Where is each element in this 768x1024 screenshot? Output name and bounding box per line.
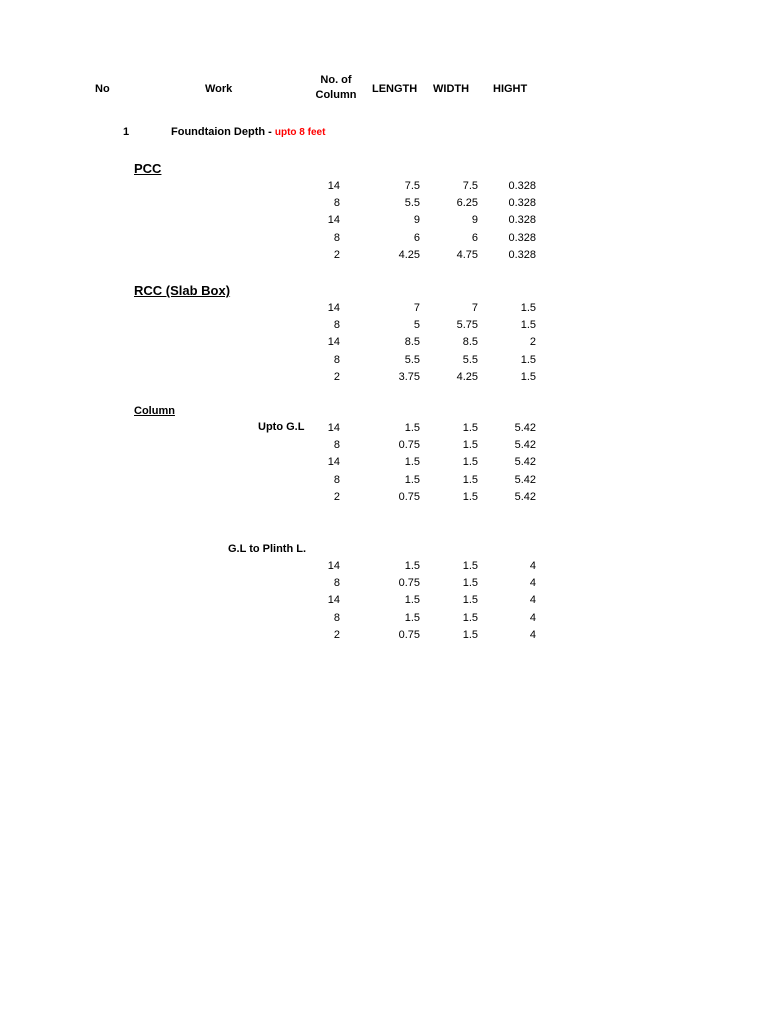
item-line	[171, 126, 325, 138]
cell-length: 6	[413, 231, 420, 244]
cell-hight: 0.328	[508, 248, 536, 261]
cell-no-of-column: 8	[333, 197, 340, 210]
cell-length: 7.5	[404, 180, 420, 192]
header-no-of-column-line1: No. of	[320, 74, 352, 86]
cell-length: 0.75	[398, 628, 420, 641]
item-title: Foundtaion Depth -	[171, 126, 272, 138]
cell-no-of-column: 14	[327, 560, 340, 572]
section-title-rcc: RCC (Slab Box)	[134, 283, 231, 298]
cell-width: 1.5	[462, 422, 478, 434]
item-number: 1	[123, 126, 130, 138]
cell-width: 1.5	[462, 594, 478, 607]
cell-no-of-column: 8	[333, 439, 340, 452]
header-width: WIDTH	[433, 83, 470, 95]
cell-hight: 5.42	[514, 473, 536, 486]
cell-hight: 4	[529, 560, 536, 572]
header-no-of-column-line2: Column	[315, 89, 357, 101]
cell-width: 6.25	[456, 197, 478, 210]
cell-length: 8.5	[404, 336, 420, 349]
cell-length: 1.5	[404, 594, 420, 607]
cell-no-of-column: 14	[327, 336, 340, 349]
cell-no-of-column: 8	[333, 473, 340, 486]
cell-hight: 1.5	[520, 370, 536, 383]
cell-length: 0.75	[398, 490, 420, 503]
cell-width: 1.5	[462, 473, 478, 486]
cell-width: 6	[471, 231, 478, 244]
cell-width: 1.5	[462, 628, 478, 641]
cell-hight: 1.5	[520, 302, 536, 314]
cell-no-of-column: 8	[333, 577, 340, 590]
cell-width: 1.5	[462, 611, 478, 624]
item-note: upto 8 feet	[274, 127, 326, 138]
cell-no-of-column: 14	[327, 302, 340, 314]
cell-length: 4.25	[398, 248, 420, 261]
cell-length: 0.75	[398, 577, 420, 590]
cell-width: 1.5	[462, 577, 478, 590]
cell-length: 1.5	[404, 611, 420, 624]
cell-hight: 0.328	[508, 197, 536, 210]
cell-no-of-column: 2	[333, 628, 340, 641]
cell-length: 3.75	[398, 370, 420, 383]
section-title-column: Column	[134, 405, 175, 417]
cell-width: 7.5	[462, 180, 478, 192]
cell-length: 1.5	[404, 560, 420, 572]
cell-length: 1.5	[404, 456, 420, 469]
cell-hight: 1.5	[520, 319, 536, 332]
cell-hight: 4	[529, 577, 536, 590]
cell-width: 8.5	[462, 336, 478, 349]
cell-hight: 0.328	[508, 180, 536, 192]
cell-hight: 4	[529, 611, 536, 624]
cell-no-of-column: 2	[333, 490, 340, 503]
cell-hight: 5.42	[514, 456, 536, 469]
cell-no-of-column: 8	[333, 611, 340, 624]
cell-length: 1.5	[404, 473, 420, 486]
cell-width: 5.5	[462, 353, 478, 366]
cell-no-of-column: 8	[333, 353, 340, 366]
header-work: Work	[205, 83, 233, 95]
cell-length: 9	[413, 214, 420, 227]
cell-length: 7	[413, 302, 420, 314]
cell-hight: 0.328	[508, 231, 536, 244]
cell-width: 5.75	[456, 319, 478, 332]
sub-label-gl-to-plinth: G.L to Plinth L.	[228, 543, 307, 555]
cell-length: 5.5	[404, 353, 420, 366]
cell-no-of-column: 14	[327, 594, 340, 607]
sub-label-upto-gl: Upto G.L	[258, 421, 305, 433]
cell-no-of-column: 2	[333, 248, 340, 261]
header-hight: HIGHT	[493, 83, 528, 95]
cell-hight: 5.42	[514, 422, 536, 434]
cell-hight: 5.42	[514, 490, 536, 503]
cell-length: 5	[413, 319, 420, 332]
cell-no-of-column: 14	[327, 456, 340, 469]
cell-length: 0.75	[398, 439, 420, 452]
cell-width: 1.5	[462, 560, 478, 572]
cell-width: 1.5	[462, 490, 478, 503]
cell-hight: 4	[529, 628, 536, 641]
cell-width: 4.25	[456, 370, 478, 383]
cell-no-of-column: 8	[333, 319, 340, 332]
cell-width: 7	[471, 302, 478, 314]
cell-no-of-column: 8	[333, 231, 340, 244]
cell-width: 4.75	[456, 248, 478, 261]
cell-width: 1.5	[462, 439, 478, 452]
cell-length: 5.5	[404, 197, 420, 210]
cell-width: 9	[471, 214, 478, 227]
cell-length: 1.5	[404, 422, 420, 434]
cell-width: 1.5	[462, 456, 478, 469]
header-no-of-column	[306, 74, 366, 101]
header-length: LENGTH	[372, 83, 418, 95]
cell-hight: 2	[529, 336, 536, 349]
section-title-pcc: PCC	[134, 161, 162, 176]
cell-hight: 1.5	[520, 353, 536, 366]
cell-no-of-column: 14	[327, 214, 340, 227]
cell-no-of-column: 2	[333, 370, 340, 383]
cell-hight: 0.328	[508, 214, 536, 227]
cell-hight: 4	[529, 594, 536, 607]
header-no: No	[95, 83, 110, 95]
cell-no-of-column: 14	[327, 180, 340, 192]
cell-hight: 5.42	[514, 439, 536, 452]
cell-no-of-column: 14	[327, 422, 340, 434]
